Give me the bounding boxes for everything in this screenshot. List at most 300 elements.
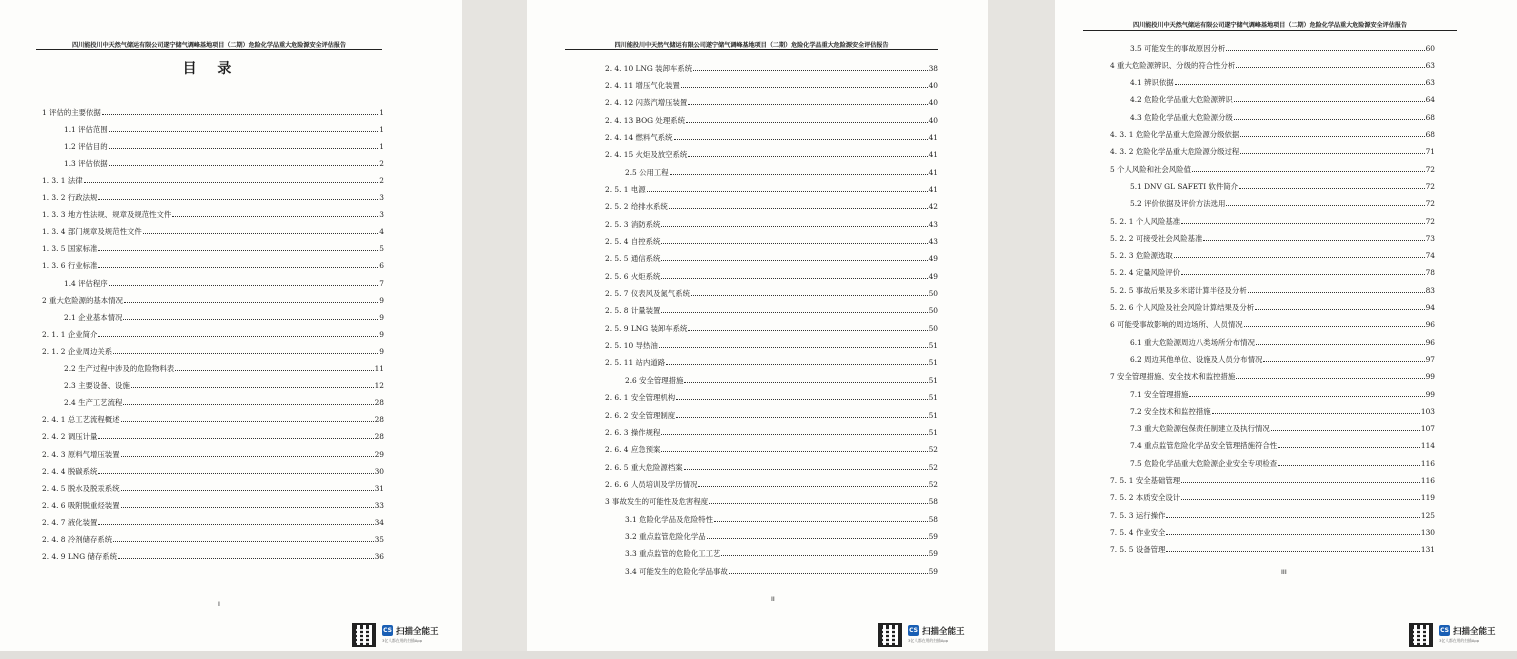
toc-dot-leader bbox=[121, 507, 374, 508]
toc-entry-page-number: 83 bbox=[1425, 285, 1435, 295]
toc-entry bbox=[1130, 196, 1435, 208]
toc-entry bbox=[605, 460, 938, 472]
toc-entry-label: 2. 6. 5 重大危险源档案 bbox=[605, 462, 683, 472]
scanner-brand: 扫描全能王 bbox=[1453, 627, 1496, 637]
toc-dot-leader bbox=[1240, 153, 1424, 154]
toc-entry-page-number: 43 bbox=[928, 219, 938, 229]
toc-entry-page-number: 130 bbox=[1420, 527, 1435, 537]
toc-dot-leader bbox=[1271, 430, 1420, 431]
toc-entry bbox=[1110, 248, 1435, 260]
toc-entry-label: 7.4 重点监管危险化学品安全管理措施符合性 bbox=[1130, 441, 1278, 451]
page-number: II bbox=[771, 595, 775, 603]
page-header: 四川能投川中天然气储运有限公司遂宁储气调峰基地项目（二期）危险化学品重大危险源安全评估报告 bbox=[614, 42, 889, 49]
toc-entry-label: 2. 4. 2 调压计量 bbox=[42, 432, 98, 442]
toc-entry bbox=[625, 564, 938, 576]
page-number: III bbox=[1281, 568, 1287, 576]
toc-entry-page-number: 52 bbox=[928, 462, 938, 472]
toc-entry-page-number: 9 bbox=[379, 346, 384, 356]
toc-entry bbox=[1130, 456, 1435, 468]
toc-entry bbox=[605, 217, 938, 229]
toc-entry-label: 2.2 生产过程中涉及的危险物料表 bbox=[64, 364, 175, 373]
toc-entry-page-number: 64 bbox=[1425, 95, 1435, 105]
toc-entry-label: 2. 4. 5 脱水及脱汞系统 bbox=[42, 483, 120, 493]
toc-dot-leader bbox=[98, 524, 373, 525]
toc-entry-label: 7. 5. 1 安全基础管理 bbox=[1110, 476, 1181, 485]
toc-entry-page-number: 1 bbox=[379, 141, 384, 151]
toc-entry-page-number: 50 bbox=[928, 323, 938, 333]
toc-entry bbox=[42, 293, 384, 305]
toc-entry bbox=[1130, 335, 1435, 347]
toc-entry-page-number: 12 bbox=[374, 381, 384, 391]
page-gutter bbox=[462, 0, 527, 659]
toc-dot-leader bbox=[1212, 413, 1420, 414]
toc-entry-label: 1. 3. 5 国家标准 bbox=[42, 244, 98, 254]
toc-dot-leader bbox=[698, 486, 927, 487]
toc-dot-leader bbox=[1189, 396, 1424, 397]
toc-dot-leader bbox=[121, 490, 374, 491]
toc-entry bbox=[1130, 92, 1435, 104]
toc-dot-leader bbox=[1166, 534, 1419, 535]
toc-entry-page-number: 72 bbox=[1425, 199, 1435, 209]
toc-dot-leader bbox=[1244, 326, 1425, 327]
toc-entry bbox=[1130, 387, 1435, 399]
toc-entry-label: 3.4 可能发生的危险化学品事故 bbox=[625, 566, 728, 576]
toc-entry bbox=[42, 481, 384, 493]
toc-dot-leader bbox=[109, 165, 379, 166]
toc-dot-leader bbox=[661, 451, 927, 452]
toc-entry-label: 5. 2. 1 个人风险基准 bbox=[1110, 216, 1181, 226]
toc-entry bbox=[42, 224, 384, 236]
toc-entry-label: 1. 3. 2 行政法规 bbox=[42, 193, 98, 202]
page-header: 四川能投川中天然气储运有限公司遂宁储气调峰基地项目（二期）危险化学品重大危险源安全评估报告 bbox=[72, 42, 346, 49]
toc-entry-page-number: 63 bbox=[1425, 60, 1435, 70]
toc-entry bbox=[605, 147, 938, 159]
toc-dot-leader bbox=[131, 387, 374, 388]
toc-entry-page-number: 119 bbox=[1420, 493, 1435, 503]
toc-entry-label: 2. 5. 11 站内道路 bbox=[605, 358, 666, 368]
toc-dot-leader bbox=[1203, 240, 1424, 241]
toc-entry-page-number: 97 bbox=[1425, 354, 1435, 364]
toc-entry bbox=[1110, 542, 1435, 554]
toc-entry bbox=[64, 310, 384, 322]
toc-entry bbox=[605, 182, 938, 194]
toc-dot-leader bbox=[729, 573, 928, 574]
toc-entry-page-number: 51 bbox=[928, 410, 938, 420]
toc-entry-label: 2. 6. 4 应急预案 bbox=[605, 445, 661, 455]
toc-entry-label: 2.3 主要设备、设施 bbox=[64, 381, 130, 391]
toc-dot-leader bbox=[113, 353, 378, 354]
toc-dot-leader bbox=[674, 139, 928, 140]
toc-entry bbox=[1130, 421, 1435, 433]
toc-entry-page-number: 33 bbox=[374, 500, 384, 510]
toc-entry-label: 4.1 辨识依据 bbox=[1130, 78, 1174, 88]
toc-entry-label: 7. 5. 5 设备管理 bbox=[1110, 545, 1166, 555]
toc-entry-page-number: 49 bbox=[928, 254, 938, 264]
toc-entry-page-number: 41 bbox=[928, 132, 938, 142]
toc-entry-label: 2. 4. 7 液化装置 bbox=[42, 517, 98, 527]
toc-dot-leader bbox=[688, 156, 927, 157]
toc-entry-page-number: 28 bbox=[374, 415, 384, 425]
toc-entry bbox=[605, 251, 938, 263]
toc-entry-label: 2.5 公用工程 bbox=[625, 167, 669, 177]
toc-entry-label: 4.2 危险化学品重大危险源辨识 bbox=[1130, 95, 1233, 105]
toc-entry-label: 1. 3. 1 法律 bbox=[42, 175, 83, 185]
toc-entry-page-number: 51 bbox=[928, 427, 938, 437]
toc-entry bbox=[1110, 317, 1435, 329]
toc-entry-page-number: 1 bbox=[379, 107, 384, 117]
toc-entry bbox=[1110, 214, 1435, 226]
toc-entry bbox=[605, 269, 938, 281]
toc-entry-page-number: 52 bbox=[928, 445, 938, 455]
toc-entry-label: 2. 4. 11 增压气化装置 bbox=[605, 80, 680, 90]
toc-dot-leader bbox=[1263, 361, 1424, 362]
toc-dot-leader bbox=[1226, 205, 1424, 206]
toc-entry-page-number: 96 bbox=[1425, 320, 1435, 330]
toc-entry bbox=[42, 464, 384, 476]
toc-entry-page-number: 3 bbox=[379, 193, 384, 202]
toc-entry bbox=[605, 390, 938, 402]
toc-entry-page-number: 59 bbox=[928, 566, 938, 576]
toc-entry-page-number: 50 bbox=[928, 306, 938, 316]
scanner-brand: 扫描全能王 bbox=[922, 627, 965, 637]
toc-dot-leader bbox=[1192, 171, 1425, 172]
toc-entry-page-number: 38 bbox=[928, 63, 938, 73]
toc-entry bbox=[1110, 127, 1435, 139]
toc-entry-page-number: 43 bbox=[928, 237, 938, 246]
toc-entry-page-number: 35 bbox=[374, 535, 384, 544]
toc-dot-leader bbox=[1234, 101, 1425, 102]
page-header: 四川能投川中天然气储运有限公司遂宁储气调峰基地项目（二期）危险化学品重大危险源安全评估报告 bbox=[1133, 22, 1407, 29]
toc-entry bbox=[1110, 58, 1435, 70]
toc-dot-leader bbox=[1181, 499, 1420, 500]
toc-entry-page-number: 60 bbox=[1425, 43, 1435, 53]
toc-entry-page-number: 29 bbox=[374, 449, 384, 459]
toc-dot-leader bbox=[98, 336, 378, 337]
toc-entry bbox=[1130, 179, 1435, 191]
toc-dot-leader bbox=[1236, 67, 1424, 68]
toc-entry-label: 7. 5. 3 运行操作 bbox=[1110, 510, 1166, 520]
toc-entry-page-number: 68 bbox=[1425, 130, 1435, 139]
toc-dot-leader bbox=[693, 70, 927, 71]
toc-entry-label: 6.2 周边其他单位、设施及人员分布情况 bbox=[1130, 354, 1263, 364]
toc-entry-label: 2. 4. 8 冷剂储存系统 bbox=[42, 535, 113, 544]
toc-entry bbox=[64, 139, 384, 151]
toc-entry-label: 2.6 安全管理措施 bbox=[625, 375, 684, 385]
toc-dot-leader bbox=[1278, 447, 1420, 448]
toc-entry-label: 5 个人风险和社会风险值 bbox=[1110, 164, 1191, 174]
toc-entry-label: 1.2 评估目的 bbox=[64, 141, 108, 151]
toc-entry-page-number: 78 bbox=[1425, 268, 1435, 278]
toc-entry bbox=[625, 373, 938, 385]
toc-entry-page-number: 51 bbox=[928, 341, 938, 351]
toc-entry-label: 2. 5. 8 计量装置 bbox=[605, 306, 661, 316]
toc-entry-label: 5. 2. 2 可接受社会风险基准 bbox=[1110, 233, 1203, 243]
toc-dot-leader bbox=[102, 114, 379, 115]
toc-dot-leader bbox=[1226, 50, 1424, 51]
toc-entry-page-number: 31 bbox=[374, 483, 384, 493]
scanner-watermark bbox=[1409, 623, 1517, 649]
toc-entry-label: 1. 3. 6 行业标准 bbox=[42, 261, 98, 271]
toc-entry bbox=[42, 105, 384, 117]
toc-entry bbox=[605, 494, 938, 506]
toc-entry-page-number: 3 bbox=[379, 210, 384, 220]
toc-entry-label: 2 重大危险源的基本情况 bbox=[42, 295, 123, 305]
toc-entry-page-number: 28 bbox=[374, 398, 384, 408]
toc-dot-leader bbox=[1181, 482, 1420, 483]
toc-entry-page-number: 59 bbox=[928, 549, 938, 559]
toc-entry-label: 7.1 安全管理措施 bbox=[1130, 389, 1189, 399]
toc-entry-label: 2. 5. 10 导热油 bbox=[605, 341, 658, 351]
toc-dot-leader bbox=[1166, 551, 1419, 552]
toc-entry-page-number: 52 bbox=[928, 479, 938, 489]
toc-entry-page-number: 4 bbox=[379, 227, 384, 237]
toc-dot-leader bbox=[686, 122, 928, 123]
toc-entry-label: 2. 5. 1 电源 bbox=[605, 184, 646, 194]
toc-entry-page-number: 40 bbox=[928, 80, 938, 90]
toc-entry bbox=[42, 327, 384, 339]
toc-entry bbox=[625, 165, 938, 177]
header-rule bbox=[36, 49, 382, 50]
toc-dot-leader bbox=[124, 302, 378, 303]
toc-dot-leader bbox=[98, 438, 373, 439]
toc-entry-page-number: 59 bbox=[928, 531, 938, 541]
toc-entry-page-number: 72 bbox=[1425, 216, 1435, 226]
scanner-tagline: 3亿人都在用的扫描App bbox=[908, 638, 949, 643]
toc-entry bbox=[605, 425, 938, 437]
toc-entry-label: 7. 5. 2 本质安全设计 bbox=[1110, 493, 1181, 503]
toc-entry-label: 2. 6. 6 人员培训及学历情况 bbox=[605, 479, 698, 489]
toc-entry bbox=[64, 395, 384, 407]
toc-entry-label: 2. 5. 4 自控系统 bbox=[605, 237, 661, 246]
cs-logo-icon: CS bbox=[1440, 627, 1449, 634]
toc-entry-label: 2. 4. 4 脱碳系统 bbox=[42, 466, 98, 476]
toc-entry-page-number: 5 bbox=[379, 244, 384, 254]
toc-entry-label: 1.3 评估依据 bbox=[64, 158, 108, 168]
toc-entry-label: 5. 2. 5 事故后果及多米诺计算半径及分析 bbox=[1110, 285, 1247, 295]
toc-entry bbox=[605, 408, 938, 420]
toc-entry bbox=[1110, 490, 1435, 502]
toc-entry bbox=[1130, 404, 1435, 416]
toc-entry-page-number: 9 bbox=[379, 312, 384, 322]
toc-dot-leader bbox=[659, 347, 928, 348]
toc-entry-label: 2. 4. 1 总工艺流程概述 bbox=[42, 415, 120, 425]
toc-entry-page-number: 51 bbox=[928, 375, 938, 385]
toc-entry-label: 3.1 危险化学品及危险特性 bbox=[625, 514, 714, 524]
toc-entry bbox=[42, 515, 384, 527]
toc-entry-page-number: 2 bbox=[379, 175, 384, 185]
toc-entry-page-number: 99 bbox=[1425, 372, 1435, 382]
toc-entry bbox=[42, 412, 384, 424]
toc-dot-leader bbox=[676, 417, 927, 418]
toc-entry-label: 7.5 危险化学品重大危险源企业安全专项检查 bbox=[1130, 458, 1278, 468]
toc-entry-page-number: 51 bbox=[928, 393, 938, 403]
toc-entry bbox=[42, 207, 384, 219]
toc-entry bbox=[1130, 75, 1435, 87]
toc-entry bbox=[64, 361, 384, 373]
toc-dot-leader bbox=[669, 208, 928, 209]
toc-entry-label: 7. 5. 4 作业安全 bbox=[1110, 527, 1166, 537]
toc-dot-leader bbox=[98, 267, 378, 268]
toc-dot-leader bbox=[1239, 188, 1425, 189]
toc-dot-leader bbox=[688, 104, 927, 105]
toc-entry bbox=[64, 378, 384, 390]
toc-dot-leader bbox=[1234, 119, 1425, 120]
toc-entry bbox=[1110, 508, 1435, 520]
toc-dot-leader bbox=[1255, 309, 1424, 310]
toc-dot-leader bbox=[691, 295, 928, 296]
toc-entry-page-number: 2 bbox=[379, 158, 384, 168]
toc-entry bbox=[64, 156, 384, 168]
toc-entry-page-number: 9 bbox=[379, 329, 384, 339]
toc-dot-leader bbox=[84, 182, 379, 183]
toc-entry bbox=[625, 529, 938, 541]
toc-entry bbox=[1110, 300, 1435, 312]
toc-entry-page-number: 41 bbox=[928, 150, 938, 160]
toc-entry-label: 2. 1. 2 企业周边关系 bbox=[42, 346, 113, 356]
toc-dot-leader bbox=[121, 456, 374, 457]
toc-entry-label: 3.5 可能发生的事故原因分析 bbox=[1130, 43, 1226, 53]
toc-entry bbox=[605, 477, 938, 489]
toc-entry-label: 5.1 DNV GL SAFETI 软件简介 bbox=[1130, 181, 1239, 191]
toc-entry-page-number: 41 bbox=[928, 167, 938, 177]
toc-entry bbox=[42, 429, 384, 441]
toc-entry bbox=[1110, 144, 1435, 156]
toc-dot-leader bbox=[109, 285, 379, 286]
toc-entry-page-number: 58 bbox=[928, 514, 938, 524]
toc-entry-page-number: 30 bbox=[374, 466, 384, 476]
toc-entry-page-number: 116 bbox=[1420, 476, 1435, 485]
toc-entry-label: 2. 6. 1 安全管理机构 bbox=[605, 393, 676, 403]
toc-entry-label: 3.2 重点监管危险化学品 bbox=[625, 531, 706, 541]
toc-entry-label: 3.3 重点监管的危险化工工艺 bbox=[625, 549, 721, 559]
toc-entry bbox=[64, 276, 384, 288]
toc-entry-page-number: 74 bbox=[1425, 251, 1435, 261]
toc-dot-leader bbox=[1181, 274, 1424, 275]
toc-dot-leader bbox=[707, 538, 928, 539]
toc-entry bbox=[605, 113, 938, 125]
toc-entry-label: 2. 5. 5 通信系统 bbox=[605, 254, 661, 264]
toc-entry-page-number: 99 bbox=[1425, 389, 1435, 399]
toc-dot-leader bbox=[661, 226, 927, 227]
toc-entry-page-number: 40 bbox=[928, 98, 938, 108]
toc-entry-page-number: 116 bbox=[1420, 458, 1435, 468]
toc-entry-label: 6.1 重大危险源周边八类场所分布情况 bbox=[1130, 337, 1255, 347]
toc-entry bbox=[1130, 352, 1435, 364]
toc-entry-label: 2. 5. 9 LNG 装卸车系统 bbox=[605, 323, 688, 333]
toc-dot-leader bbox=[709, 503, 927, 504]
toc-entry-page-number: 72 bbox=[1425, 181, 1435, 191]
toc-entry-label: 2. 4. 10 LNG 装卸车系统 bbox=[605, 63, 693, 73]
toc-entry bbox=[605, 442, 938, 454]
toc-entry-page-number: 73 bbox=[1425, 233, 1435, 243]
toc-dot-leader bbox=[684, 382, 927, 383]
toc-entry-label: 2. 4. 14 燃料气系统 bbox=[605, 132, 673, 142]
toc-entry bbox=[605, 321, 938, 333]
toc-dot-leader bbox=[123, 404, 373, 405]
toc-dot-leader bbox=[118, 558, 374, 559]
toc-dot-leader bbox=[681, 87, 928, 88]
toc-dot-leader bbox=[661, 260, 927, 261]
toc-dot-leader bbox=[688, 330, 927, 331]
toc-entry-page-number: 40 bbox=[928, 115, 938, 125]
toc-entry bbox=[64, 122, 384, 134]
document-page-2 bbox=[527, 0, 988, 659]
toc-entry-label: 1. 3. 3 地方性法规、规章及规范性文件 bbox=[42, 210, 172, 220]
qr-code-icon bbox=[878, 623, 902, 647]
toc-entry bbox=[625, 512, 938, 524]
scanner-watermark bbox=[878, 623, 988, 649]
toc-entry-page-number: 9 bbox=[379, 295, 384, 305]
toc-dot-leader bbox=[98, 250, 378, 251]
toc-entry bbox=[42, 549, 384, 561]
toc-entry-label: 5. 2. 4 定量风险评价 bbox=[1110, 268, 1181, 278]
toc-entry-label: 2. 5. 3 消防系统 bbox=[605, 219, 661, 229]
header-rule bbox=[1083, 30, 1457, 31]
toc-entry-page-number: 7 bbox=[379, 278, 384, 288]
toc-dot-leader bbox=[647, 191, 928, 192]
toc-dot-leader bbox=[661, 312, 927, 313]
toc-title: 目 录 bbox=[182, 61, 240, 77]
toc-entry-label: 5.2 评价依据及评价方法选用 bbox=[1130, 199, 1226, 209]
toc-entry bbox=[605, 286, 938, 298]
toc-entry bbox=[42, 532, 384, 544]
toc-entry bbox=[605, 234, 938, 246]
toc-entry-page-number: 94 bbox=[1425, 303, 1435, 312]
toc-entry bbox=[1110, 283, 1435, 295]
toc-dot-leader bbox=[670, 174, 928, 175]
toc-entry-page-number: 96 bbox=[1425, 337, 1435, 347]
toc-entry bbox=[1110, 525, 1435, 537]
toc-entry bbox=[42, 190, 384, 202]
toc-dot-leader bbox=[661, 243, 927, 244]
toc-entry-page-number: 28 bbox=[374, 432, 384, 442]
toc-entry-page-number: 36 bbox=[374, 552, 384, 562]
toc-dot-leader bbox=[1256, 344, 1425, 345]
document-page-1 bbox=[0, 0, 462, 659]
toc-entry bbox=[605, 355, 938, 367]
toc-entry-label: 6 可能受事故影响的周边场所、人员情况 bbox=[1110, 320, 1243, 330]
toc-entry-label: 3 事故发生的可能性及危害程度 bbox=[605, 497, 709, 507]
toc-entry-label: 2. 1. 1 企业简介 bbox=[42, 329, 98, 339]
toc-entry-label: 1.4 评估程序 bbox=[64, 278, 108, 288]
toc-entry bbox=[625, 546, 938, 558]
toc-dot-leader bbox=[98, 199, 378, 200]
toc-entry bbox=[605, 78, 938, 90]
toc-dot-leader bbox=[113, 541, 373, 542]
toc-entry-page-number: 107 bbox=[1420, 424, 1435, 434]
viewer-bottom-edge bbox=[0, 651, 1517, 659]
header-rule bbox=[565, 49, 938, 50]
toc-entry bbox=[42, 447, 384, 459]
toc-entry bbox=[1130, 41, 1435, 53]
toc-entry-page-number: 41 bbox=[928, 184, 938, 194]
toc-entry-label: 1.1 评估范围 bbox=[64, 124, 108, 134]
toc-dot-leader bbox=[661, 434, 927, 435]
toc-entry-label: 4. 3. 1 危险化学品重大危险源分级依据 bbox=[1110, 130, 1240, 139]
toc-entry-page-number: 1 bbox=[379, 124, 384, 134]
toc-dot-leader bbox=[109, 131, 379, 132]
toc-dot-leader bbox=[121, 421, 374, 422]
toc-entry-page-number: 11 bbox=[374, 364, 384, 373]
toc-entry-page-number: 58 bbox=[928, 497, 938, 507]
document-page-3 bbox=[1055, 0, 1517, 659]
toc-entry-label: 2.1 企业基本情况 bbox=[64, 312, 123, 322]
page-number: I bbox=[218, 600, 220, 608]
toc-entry bbox=[42, 258, 384, 270]
qr-code-icon bbox=[352, 623, 376, 647]
toc-entry-label: 2. 4. 3 原料气增压装置 bbox=[42, 449, 120, 459]
toc-entry-label: 2. 6. 2 安全管理制度 bbox=[605, 410, 676, 420]
